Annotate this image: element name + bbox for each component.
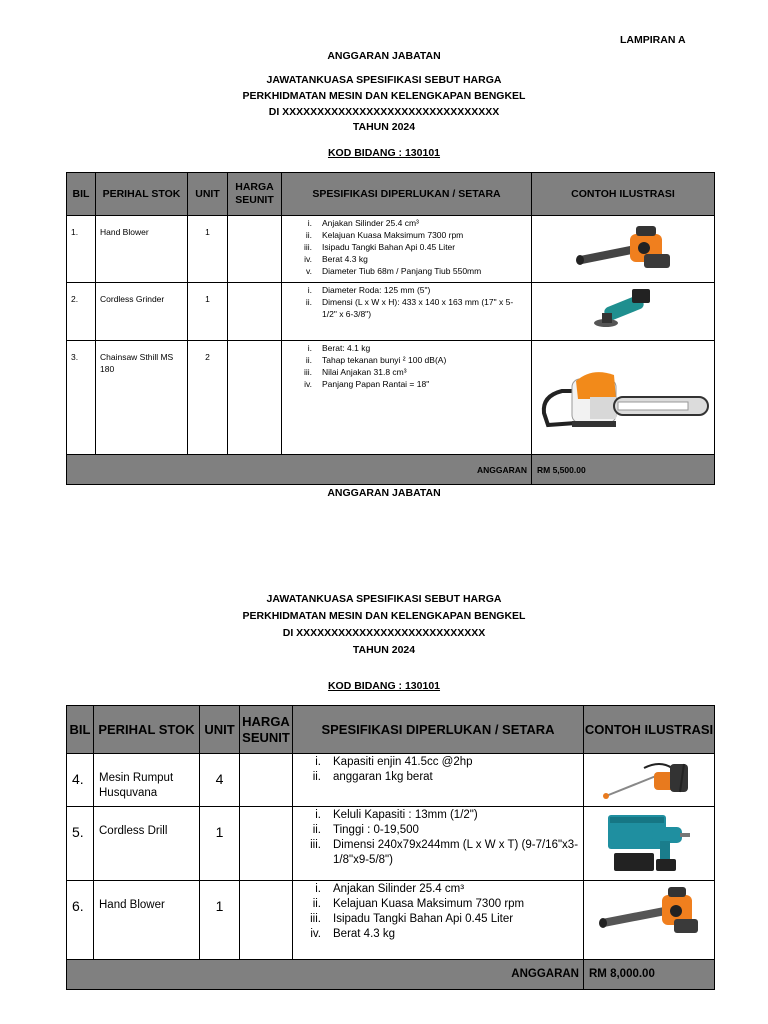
row-perihal: Hand Blower xyxy=(100,227,149,237)
row-harga xyxy=(228,283,281,293)
row-perihal: Mesin Rumput Husquvana xyxy=(99,772,174,799)
row-perihal: Cordless Grinder xyxy=(100,294,165,304)
spec-item: i. Keluli Kapasiti : 13mm (1/2") xyxy=(315,809,478,821)
table-row xyxy=(67,881,715,960)
total-value: RM 8,000.00 xyxy=(589,968,655,980)
doc2-title-line-1: JAWATANKUASA SPESIFIKASI SEBUT HARGA xyxy=(266,593,502,605)
doc2-kod-bidang: KOD BIDANG : 130101 xyxy=(327,680,441,692)
spec-item: iv. Berat 4.3 kg xyxy=(310,928,396,940)
header-spesifikasi: SPESIFIKASI DIPERLUKAN / SETARA xyxy=(282,173,532,216)
doc1-spec-table xyxy=(66,172,715,485)
spec-item: iii. Isipadu Tangki Bahan Api 0.45 Liter xyxy=(303,242,456,252)
doc2-spec-table xyxy=(66,705,715,990)
lampiran-label: LAMPIRAN A xyxy=(620,34,686,46)
table-row xyxy=(67,341,715,455)
row-bil: 5. xyxy=(72,824,84,840)
spec-item: iii. Isipadu Tangki Bahan Api 0.45 Liter xyxy=(310,913,514,925)
row-unit: 1 xyxy=(215,898,224,914)
header-perihal: PERIHAL STOK xyxy=(96,173,188,216)
row-perihal: Cordless Drill xyxy=(99,825,168,837)
doc1-top-heading: ANGGARAN JABATAN xyxy=(327,50,441,62)
table-row xyxy=(67,754,715,807)
doc2-title-line-3: DI XXXXXXXXXXXXXXXXXXXXXXXXXXX xyxy=(282,627,486,639)
row-bil: 6. xyxy=(72,898,84,914)
doc1-title-line-3: DI XXXXXXXXXXXXXXXXXXXXXXXXXXXXXXX xyxy=(268,106,500,118)
row-harga xyxy=(228,216,281,226)
spec-item: iv. Panjang Papan Rantai = 18" xyxy=(304,379,430,389)
spec-list xyxy=(293,881,583,942)
row-harga xyxy=(240,754,292,766)
spec-item: i. Diameter Roda: 125 mm (5") xyxy=(307,285,431,295)
row-perihal: Hand Blower xyxy=(99,899,165,911)
doc1-footer-heading: ANGGARAN JABATAN xyxy=(327,487,441,499)
row-bil: 3. xyxy=(71,352,79,362)
header-perihal: PERIHAL STOK xyxy=(94,706,200,754)
spec-item: iii. Dimensi 240x79x244mm (L x W x T) (9-7/16"x3-1/8"x9-5/8") xyxy=(310,839,579,866)
doc2-title-line-4: TAHUN 2024 xyxy=(352,644,416,656)
header-bil: BIL xyxy=(67,173,96,216)
row-unit: 1 xyxy=(205,294,210,304)
doc1-title-line-1: JAWATANKUASA SPESIFIKASI SEBUT HARGA xyxy=(266,74,502,86)
header-harga: HARGA SEUNIT xyxy=(228,173,282,216)
spec-item: v. Diameter Tiub 68m / Panjang Tiub 550mm xyxy=(306,266,482,276)
header-contoh: CONTOH ILUSTRASI xyxy=(532,173,715,216)
total-value: RM 5,500.00 xyxy=(537,464,586,475)
row-bil: 2. xyxy=(71,294,79,304)
spec-item: i. Anjakan Silinder 25.4 cm³ xyxy=(307,218,419,228)
doc1-total-row xyxy=(67,455,715,485)
cordless-drill-kit-image xyxy=(584,807,714,880)
row-unit: 4 xyxy=(215,771,224,787)
spec-list xyxy=(293,754,583,785)
header-spesifikasi: SPESIFIKASI DIPERLUKAN / SETARA xyxy=(293,706,584,754)
header-unit: UNIT xyxy=(188,173,228,216)
row-harga xyxy=(228,341,281,351)
spec-list xyxy=(282,283,531,320)
row-harga xyxy=(240,807,292,819)
row-perihal: Chainsaw Sthill MS 180 xyxy=(100,352,174,374)
doc2-title-line-2: PERKHIDMATAN MESIN DAN KELENGKAPAN BENGKEL xyxy=(242,610,526,622)
header-contoh: CONTOH ILUSTRASI xyxy=(584,706,715,754)
cordless-grinder-image xyxy=(532,283,714,340)
spec-item: ii. Kelajuan Kuasa Maksimum 7300 rpm xyxy=(312,898,525,910)
spec-item: i. Anjakan Silinder 25.4 cm³ xyxy=(315,883,465,895)
doc1-title-line-4: TAHUN 2024 xyxy=(352,121,416,133)
row-unit: 1 xyxy=(215,824,224,840)
header-bil: BIL xyxy=(67,706,94,754)
spec-list xyxy=(293,807,583,868)
hand-blower-image xyxy=(532,216,714,282)
header-unit: UNIT xyxy=(200,706,240,754)
spec-item: iii. Nilai Anjakan 31.8 cm³ xyxy=(303,367,407,377)
doc1-kod-bidang: KOD BIDANG : 130101 xyxy=(327,147,441,159)
row-harga xyxy=(240,881,292,893)
doc2-total-row xyxy=(67,960,715,990)
spec-item: ii. anggaran 1kg berat xyxy=(312,771,433,783)
spec-item: i. Kapasiti enjin 41.5cc @2hp xyxy=(315,756,473,768)
doc1-header-row xyxy=(67,173,715,216)
spec-item: i. Berat: 4.1 kg xyxy=(307,343,371,353)
row-unit: 2 xyxy=(205,352,210,362)
row-bil: 4. xyxy=(72,771,84,787)
spec-list xyxy=(282,341,531,390)
total-label: ANGGARAN xyxy=(476,464,527,475)
table-row xyxy=(67,807,715,881)
brush-cutter-image xyxy=(584,754,714,806)
header-harga: HARGA SEUNIT xyxy=(240,706,293,754)
spec-item: ii. Tahap tekanan bunyi ² 100 dB(A) xyxy=(305,355,447,365)
row-unit: 1 xyxy=(205,227,210,237)
spec-item: ii. Dimensi (L x W x H): 433 x 140 x 163 mm (17" x 5-1/2" x 6-3/8") xyxy=(305,297,514,319)
row-bil: 1. xyxy=(71,227,79,237)
spec-item: iv. Berat 4.3 kg xyxy=(304,254,368,264)
doc2-header-row xyxy=(67,706,715,754)
total-label: ANGGARAN xyxy=(511,968,579,980)
chainsaw-image xyxy=(532,341,714,454)
spec-list xyxy=(282,216,531,277)
table-row xyxy=(67,283,715,341)
spec-item: ii. Tinggi : 0-19,500 xyxy=(312,824,419,836)
hand-blower-image xyxy=(584,881,714,959)
table-row xyxy=(67,216,715,283)
doc1-title-line-2: PERKHIDMATAN MESIN DAN KELENGKAPAN BENGKEL xyxy=(242,90,526,102)
spec-item: ii. Kelajuan Kuasa Maksimum 7300 rpm xyxy=(305,230,464,240)
